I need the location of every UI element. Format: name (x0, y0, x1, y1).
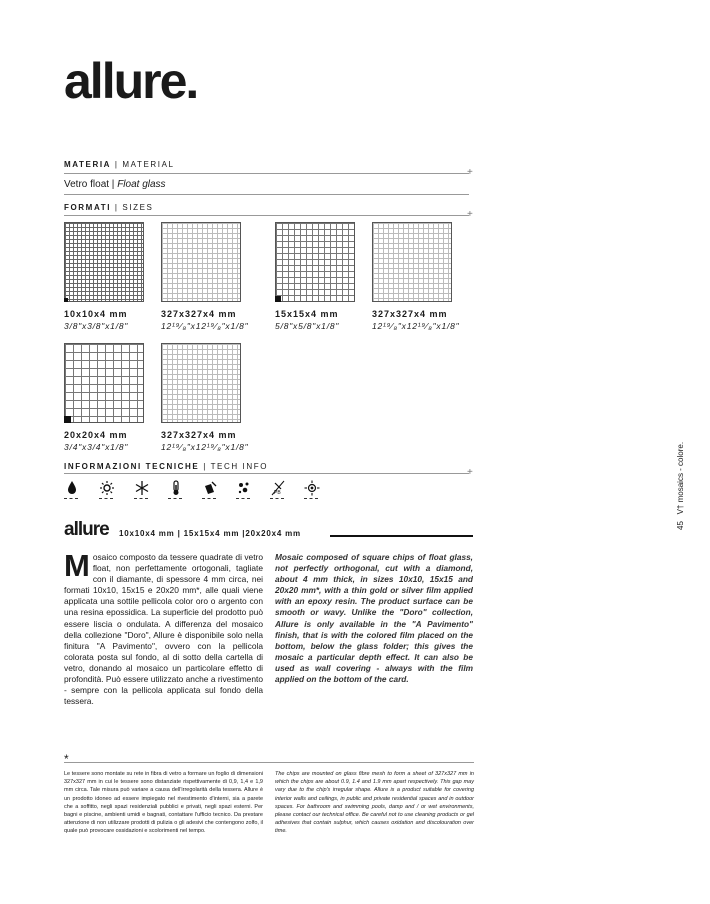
swatch-sheet-20x20 (161, 343, 241, 423)
svg-text:PB: PB (274, 490, 281, 496)
size-label: 327x327x4 mm (372, 309, 448, 319)
size-imperial: 12¹⁹⁄₈"x12¹⁹⁄₈"x1/8" (372, 321, 460, 331)
product-sizes: 10x10x4 mm | 15x15x4 mm |20x20x4 mm (119, 529, 301, 538)
tech-heading: INFORMAZIONI TECNICHE | TECH INFO (64, 462, 269, 471)
product-name: allure (64, 519, 109, 540)
sizes-rule (64, 215, 469, 216)
chip-sample (64, 416, 71, 423)
plus-mark: + (467, 167, 473, 178)
swatch-10x10 (64, 222, 144, 302)
swatch-sheet-15x15 (372, 222, 452, 302)
chip-sample (64, 298, 68, 302)
footnote-it: Le tessere sono montate su rete in fibra di vetro a formare un foglio di dimensioni 327x327 mm in cui le tessere sono distanziate rispettivamente di 0,9, 1,4 e 1,9 mm circa. Tale misura può variare a causa dell'irregolarità della tessera. Allure è un prodotto idoneo ad essere impiegato nel rivestimento d'interni, sia a parete che a soffitto, negli spazi residenziali pubblici e privati, negli spazi esterni. Per bagni e piscine, ambienti umidi e bagnati, contattare l'ufficio tecnico. Da prestare attenzione di non utilizzare prodotti di pulizia o gli adesivi che contengono zolfo, il quale può provocare ossidazioni e scolorimenti nel tempo. (64, 771, 263, 835)
size-imperial: 3/4"x3/4"x1/8" (64, 442, 129, 452)
size-imperial: 5/8"x5/8"x1/8" (275, 321, 340, 331)
brand-title: allure. (64, 53, 198, 109)
uv-resistance-icon (304, 480, 320, 500)
material-value-rule (64, 194, 469, 195)
sizes-heading-it: FORMATI (64, 203, 112, 212)
side-text: mosaics - colore. (676, 441, 685, 503)
swatch-15x15 (275, 222, 355, 302)
size-label: 20x20x4 mm (64, 430, 128, 440)
description-it (64, 548, 263, 707)
footnote-en: The chips are mounted on glass fibre mesh to form a sheet of 327x327 mm in which the chips are about 0.9, 1.4 and 1.9 mm apart respectively. This gap may vary due to the chip's irregular shape. Allure is a product suitable for covering interior walls and ceilings, in public and private residential spaces and in outdoor spaces. For bathroom and swimming pools, damp and / or wet environments, please contact our technical office. Be careful not to use cleaning products or gel adhesives that contain sulphur, which causes oxidation and discolouration over time. (275, 771, 474, 835)
light-resistance-icon (99, 480, 115, 500)
tech-heading-it: INFORMAZIONI TECNICHE (64, 462, 200, 471)
size-imperial: 3/8"x3/8"x1/8" (64, 321, 129, 331)
swatch-sheet-10x10 (161, 222, 241, 302)
size-label: 15x15x4 mm (275, 309, 339, 319)
swatch-20x20 (64, 343, 144, 423)
description-en: Mosaic composed of square chips of float glass, not perfectly orthogonal, cut with a diamond, about 4 mm thick, in sizes 10x10, 15x15 and 20x20 mm*, with a thin gold or silver film applied with an epoxy resin. The product surface can be smooth or wavy. Unlike the "Doro" collection, Allure is only available in the "A Pavimento" finish, that is with the colored film placed on the bottom, below the glass folder; this gives the mosaic a particular depth effect. It can also be used as wall covering - always with the film applied on the bottom of the card. (275, 552, 473, 685)
chemical-resistance-icon (202, 480, 218, 500)
water-absorption-icon (64, 480, 80, 500)
size-imperial: 12¹⁹⁄₈"x12¹⁹⁄₈"x1/8" (161, 321, 249, 331)
sizes-heading-en: SIZES (122, 203, 154, 212)
tech-heading-en: TECH INFO (210, 462, 269, 471)
thermal-shock-icon (168, 480, 184, 500)
material-heading-it: MATERIA (64, 160, 112, 169)
frost-resistance-icon (134, 480, 150, 500)
description-it-text: osaico composto da tessere quadrate di vetro float, non perfettamente ortogonali, tagliate con il diamante, di spessore 4 mm circa, nei formati 10x10, 15x15 e 20x20 mm*, alle quali viene applicata una sottile pellicola color oro o argento con una resina epossidica. La superficie del prodotto può essere liscia o ondulata. A differenza del mosaico della collezione "Doro", Allure è disponibile solo nella finitura "A Pavimento", ovvero con la pellicola colorata posta sul fondo, al di sotto della cartella di vetro, donando al mosaico un particolare effetto di profondità. Può essere utilizzato anche a rivestimento - sempre con la pellicola applicata sul fondo della tessera. (64, 552, 263, 707)
brand-logo: V† (676, 504, 685, 515)
material-value-it: Vetro float (64, 179, 110, 190)
size-label: 327x327x4 mm (161, 430, 237, 440)
size-label: 327x327x4 mm (161, 309, 237, 319)
material-value: Vetro float | Float glass (64, 179, 166, 190)
material-heading-en: MATERIAL (122, 160, 175, 169)
plus-mark: + (467, 467, 473, 478)
tech-rule (64, 473, 469, 474)
footnote-rule (64, 762, 474, 763)
lead-free-icon (270, 480, 286, 500)
side-label (676, 441, 685, 530)
plus-mark: + (467, 209, 473, 220)
sizes-heading: FORMATI | SIZES (64, 203, 154, 212)
material-value-en: Float glass (117, 179, 166, 190)
product-rule (330, 535, 473, 537)
stain-resistance-icon (236, 480, 252, 500)
drop-cap: M (64, 548, 90, 583)
chip-sample (275, 296, 281, 302)
page-number: 45 (676, 521, 685, 530)
size-imperial: 12¹⁹⁄₈"x12¹⁹⁄₈"x1/8" (161, 442, 249, 452)
footnote-star: * (64, 752, 69, 766)
material-heading: MATERIA | MATERIAL (64, 160, 175, 169)
material-rule (64, 173, 469, 174)
size-label: 10x10x4 mm (64, 309, 128, 319)
